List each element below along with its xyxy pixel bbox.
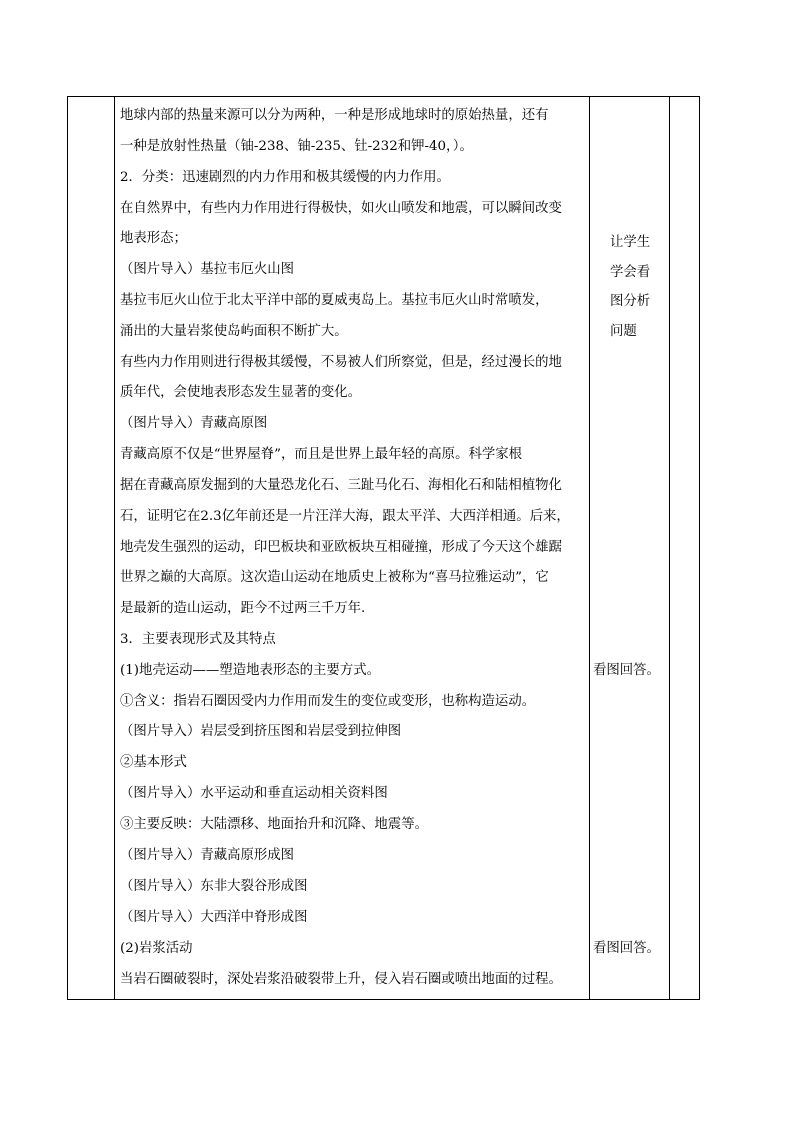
content-line: 地球内部的热量来源可以分为两种，一种是形成地球时的原始热量，还有 <box>120 108 549 123</box>
content-line: 地壳发生强烈的运动，印巴板块和亚欧板块互相碰撞，形成了今天这个雄踞 <box>120 540 562 555</box>
design-purpose-line: 图分析 <box>610 294 651 309</box>
student-activity-note: 看图回答。 <box>593 941 660 956</box>
content-line: （图片导入）基拉韦厄火山图 <box>120 262 295 277</box>
content-line: ①含义：指岩石圈因受内力作用而发生的变位或变形，也称构造运动。 <box>120 694 536 709</box>
content-line: （图片导入）东非大裂谷形成图 <box>120 879 308 894</box>
content-line: 当岩石圈破裂时，深处岩浆沿破裂带上升，侵入岩石圈或喷出地面的过程。 <box>120 972 562 987</box>
content-line: 地表形态； <box>120 231 187 246</box>
content-line: ②基本形式 <box>120 755 187 770</box>
content-line: 2．分类：迅速剧烈的内力作用和极其缓慢的内力作用。 <box>120 170 450 185</box>
content-line: 一种是放射性热量（铀-238、铀-235、钍-232和钾-40，）。 <box>120 139 473 154</box>
design-purpose-line: 问题 <box>610 323 637 339</box>
content-line: 石，证明它在2.3亿年前还是一片汪洋大海，跟太平洋、大西洋相通。后来， <box>120 509 570 524</box>
content-line: 是最新的造山运动，距今不过两三千万年. <box>120 601 366 616</box>
content-line: （图片导入）大西洋中脊形成图 <box>120 910 308 925</box>
content-line: 3．主要表现形式及其特点 <box>120 632 276 647</box>
content-line: （图片导入）青藏高原形成图 <box>120 848 295 863</box>
content-line: 质年代，会使地表形态发生显著的变化。 <box>120 385 362 400</box>
design-purpose-line: 让学生 <box>610 235 651 250</box>
content-line: 基拉韦厄火山位于北太平洋中部的夏威夷岛上。基拉韦厄火山时常喷发， <box>120 293 549 308</box>
content-line: (2)岩浆活动 <box>120 941 193 956</box>
column-divider <box>114 97 115 999</box>
content-line: （图片导入）岩层受到挤压图和岩层受到拉伸图 <box>120 724 402 739</box>
content-line: 世界之巅的大高原。这次造山运动在地质史上被称为“喜马拉雅运动”，它 <box>120 570 549 585</box>
column-divider <box>589 97 590 999</box>
design-purpose-line: 学会看 <box>610 264 651 280</box>
content-line: 据在青藏高原发掘到的大量恐龙化石、三趾马化石、海相化石和陆相植物化 <box>120 478 562 493</box>
student-activity-note: 看图回答。 <box>593 663 660 678</box>
column-divider <box>669 97 670 999</box>
content-line: 在自然界中，有些内力作用进行得极快，如火山喷发和地震，可以瞬间改变 <box>120 201 562 216</box>
content-line: ③主要反映：大陆漂移、地面抬升和沉降、地震等。 <box>120 817 428 832</box>
content-line: 涌出的大量岩浆使岛屿面积不断扩大。 <box>120 324 348 339</box>
design-purpose-cell <box>610 228 656 346</box>
lesson-plan-table <box>67 96 700 1000</box>
content-line: （图片导入）水平运动和垂直运动相关资料图 <box>120 786 388 801</box>
content-line: 有些内力作用则进行得极其缓慢，不易被人们所察觉，但是，经过漫长的地 <box>120 355 562 370</box>
content-line: （图片导入）青藏高原图 <box>120 416 268 431</box>
content-line: 青藏高原不仅是“世界屋脊”，而且是世界上最年轻的高原。科学家根 <box>120 447 523 462</box>
content-line: (1)地壳运动——塑造地表形态的主要方式。 <box>120 663 380 678</box>
